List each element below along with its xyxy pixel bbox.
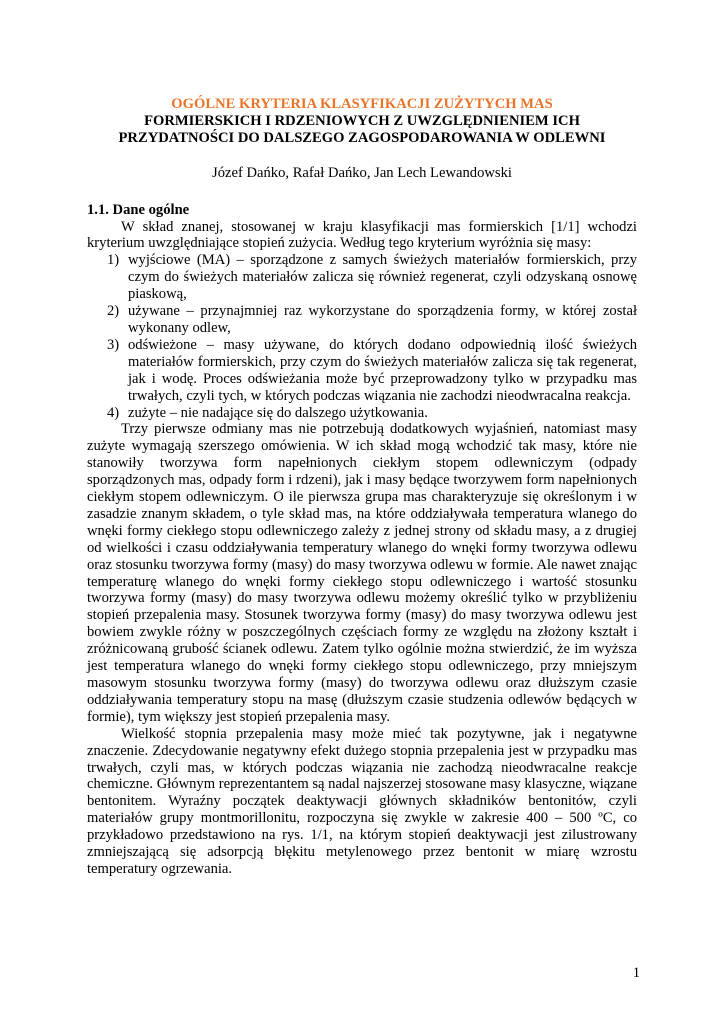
list-item-number: 4) bbox=[107, 404, 120, 421]
list-item-text: wyjściowe (MA) – sporządzone z samych świeżych materiałów formierskich, przy czym do świeżych materiałów zalicza się również regenerat, czyli odzyskaną osnowę piaskową, bbox=[128, 252, 637, 303]
intro-paragraph: W skład znanej, stosowanej w kraju klasyfikacji mas formierskich [1/1] wchodzi kryterium uwzględniające stopień zużycia. Według tego kryterium wyróżnia się masy: bbox=[87, 218, 637, 252]
list-item-text: odświeżone – masy używane, do których dodano odpowiednią ilość świeżych materiałów formierskich, przy czym do świeżych materiałów zalicza się tak regenerat, jak i wodę. Proces odświeżania może być przeprowadzony tylko w przypadku mas trwałych, czyli tych, w których podczas wiązania nie zachodzi nieodwracalna reakcja. bbox=[128, 336, 637, 404]
title-line-1: OGÓLNE KRYTERIA KLASYFIKACJI ZUŻYTYCH MAS bbox=[171, 96, 553, 112]
list-item bbox=[87, 405, 637, 422]
list-item-number: 1) bbox=[107, 252, 120, 269]
paragraph-spent-sands: Trzy pierwsze odmiany mas nie potrzebują dodatkowych wyjaśnień, natomiast masy zużyte wymagają szerszego omówienia. W ich skład mogą wchodzić tak masy, które nie stanowiły tworzywa form napełnionych ciekłym stopem odlewniczym (odpady sporządzonych mas, odpady form i rdzeni), jak i masy będące tworzywem form napełnionych ciekłym stopem odlewniczym. O ile pierwsza grupa mas charakteryzuje się określonym i w zasadzie znanym składem, o tyle skład mas, na które oddziaływała temperatura wlanego do wnęki formy ciekłego stopu odlewniczego zależy z jednej strony od składu masy, a z drugiej od wielkości i czasu oddziaływania temperatury wlanego do wnęki formy tworzywa odlewu oraz stosunku tworzywa formy (masy) do masy tworzywa odlewu w formie. Ale nawet znając temperaturę wlanego do wnęki formy ciekłego stopu odlewniczego i wartość stosunku tworzywa formy (masy) do masy tworzywa odlewu możemy określić tylko w przybliżeniu stopień przepalenia masy. Stosunek tworzywa formy (masy) do masy tworzywa odlewu jest bowiem zwykle różny w poszczególnych częściach formy ze względu na złożony kształt i zróżnicowaną grubość ścianek odlewu. Zatem tylko ogólnie można stwierdzić, że im wyższa jest temperatura wlanego do wnęki formy ciekłego stopu odlewniczego, przy mniejszym masowym stosunku tworzywa formy (masy) do tworzywa odlewu oraz dłuższym czasie oddziaływania temperatury stopu na masę (dłuższym czasie studzenia odlewów będących w formie), tym większy jest stopień przepalenia masy. bbox=[87, 421, 637, 725]
list-item-text: używane – przynajmniej raz wykorzystane do sporządzenia formy, w której został wykonany odlew, bbox=[128, 303, 637, 336]
mass-types-list bbox=[87, 252, 637, 421]
authors: Józef Dańko, Rafał Dańko, Jan Lech Lewandowski bbox=[212, 164, 512, 181]
title-line-2: FORMIERSKICH I RDZENIOWYCH Z UWZGLĘDNIENIEM ICH bbox=[144, 112, 580, 129]
document-title bbox=[87, 96, 637, 147]
list-item bbox=[87, 303, 637, 337]
list-item bbox=[87, 252, 637, 303]
list-item-number: 3) bbox=[107, 336, 120, 353]
list-item bbox=[87, 337, 637, 405]
section-heading: 1.1. Dane ogólne bbox=[87, 201, 190, 218]
list-item-number: 2) bbox=[107, 303, 120, 320]
title-line-3: PRZYDATNOŚCI DO DALSZEGO ZAGOSPODAROWANIA W ODLEWNI bbox=[118, 129, 606, 146]
paragraph-burn-degree: Wielkość stopnia przepalenia masy może mieć tak pozytywne, jak i negatywne znaczenie. Zdecydowanie negatywny efekt dużego stopnia przepalenia jest w przypadku mas trwałych, czyli mas, w których podczas wiązania nie zachodzą nieodwracalne reakcje chemiczne. Głównym reprezentantem są nadal najszerzej stosowane masy klasyczne, wiązane bentonitem. Wyraźny początek deaktywacji głównych składników bentonitów, czyli materiałów grupy montmorillonitu, rozpoczyna się zwykle w zakresie 400 – 500 ºC, co przykładowo przedstawiono na rys. 1/1, na którym stopień deaktywacji jest zilustrowany zmniejszającą się adsorpcją błękitu metylenowego przez bentonit w miarę wzrostu temperatury ogrzewania. bbox=[87, 725, 637, 877]
list-item-text: zużyte – nie nadające się do dalszego użytkowania. bbox=[128, 404, 428, 421]
page-number: 1 bbox=[632, 965, 640, 981]
